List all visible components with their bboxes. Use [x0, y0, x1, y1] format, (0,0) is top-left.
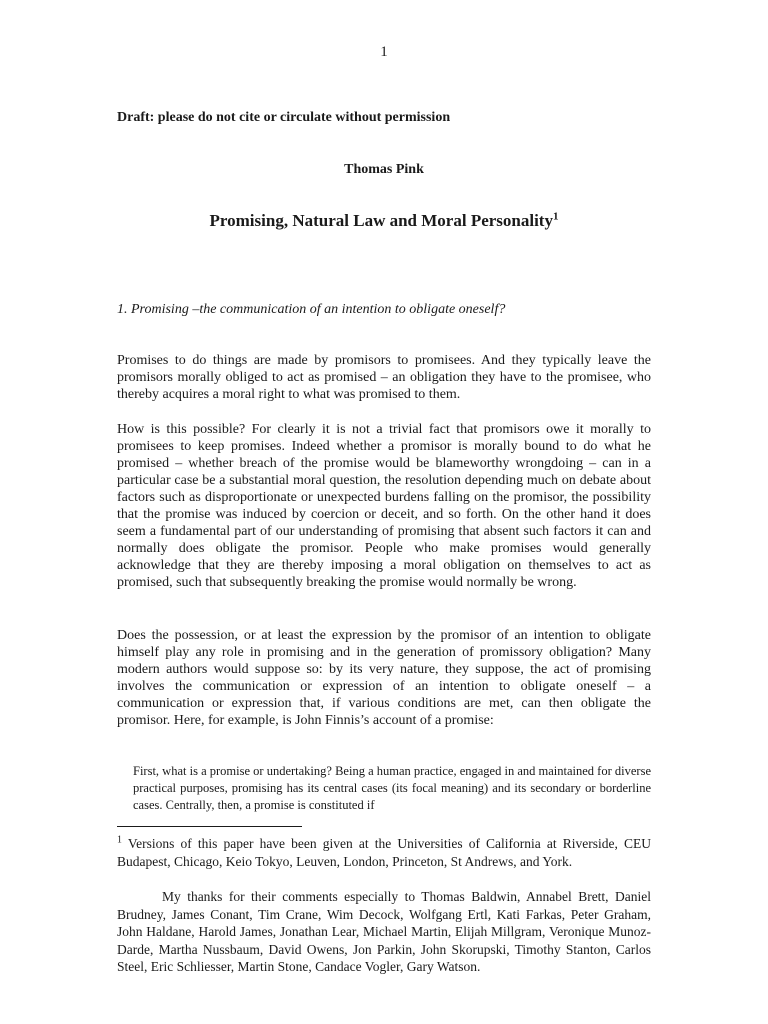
draft-notice: Draft: please do not cite or circulate without permission	[117, 110, 451, 125]
block-quote: First, what is a promise or undertaking? Being a human practice, engaged in and maintained for diverse practical purposes, promising has its central cases (its focal meaning) and its secondary or borderline cases. Centrally, then, a promise is constituted if	[133, 764, 651, 812]
footnote-thanks: My thanks for their comments especially to Thomas Baldwin, Annabel Brett, Daniel Brudney, James Conant, Tim Crane, Wim Decock, Wolfgang Ertl, Kati Farkas, Peter Graham, John Haldane, Harold James, Jonathan Lear, Michael Martin, Elijah Millgram, Veronique Munoz-Darde, Martha Nussbaum, David Owens, Jon Parkin, John Skorupski, Timothy Stanton, Carlos Steel, Eric Schliesser, Martin Stone, Candace Vogler, Gary Watson.	[117, 889, 651, 974]
footnote-1	[117, 835, 651, 870]
paper-title	[0, 211, 768, 231]
title-footnote-marker[interactable]: 1	[552, 210, 559, 223]
paper-title-text: Promising, Natural Law and Moral Personality	[209, 211, 553, 230]
section-heading: 1. Promising –the communication of an intention to obligate oneself?	[117, 302, 506, 317]
paragraph-1: Promises to do things are made by promisors to promisees. And they typically leave the promisors morally obliged to act as promised – an obligation they have to the promisee, who thereby acquires a moral right to what was promised to them.	[117, 353, 651, 402]
page-number: 1	[380, 44, 388, 60]
footnote-text: Versions of this paper have been given at the Universities of California at Riverside, CEU Budapest, Chicago, Keio Tokyo, Leuven, London, Princeton, St Andrews, and York.	[117, 836, 651, 869]
author-name: Thomas Pink	[344, 162, 424, 177]
paragraph-3: Does the possession, or at least the expression by the promisor of an intention to obligate himself play any role in promising and in the generation of promissory obligation? Many modern authors would suppose so: by its very nature, they suppose, the act of promising involves the communication or expression of an intention to obligate oneself – a communication or expression that, if various conditions are met, can then obligate the promisor. Here, for example, is John Finnis’s account of a promise:	[117, 628, 651, 728]
paragraph-2: How is this possible? For clearly it is not a trivial fact that promisors owe it morally to promisees to keep promises. Indeed whether a promisor is morally bound to do what he promised – whether breach of the promise would be blameworthy wrongdoing – can in a particular case be a substantial moral question, the resolution depending much on debate about factors such as disproportionate or unexpected burdens falling on the promisor, the possibility that the promise was induced by coercion or deceit, and so forth. On the other hand it does seem a fundamental part of our understanding of promising that absent such factors it can and normally does obligate the promisor. People who make promises would generally acknowledge that they are thereby imposing a moral obligation on themselves to act as promised, such that subsequently breaking the promise would normally be wrong.	[117, 422, 651, 590]
footnote-divider	[117, 826, 302, 827]
footnote-marker: 1	[117, 834, 122, 846]
